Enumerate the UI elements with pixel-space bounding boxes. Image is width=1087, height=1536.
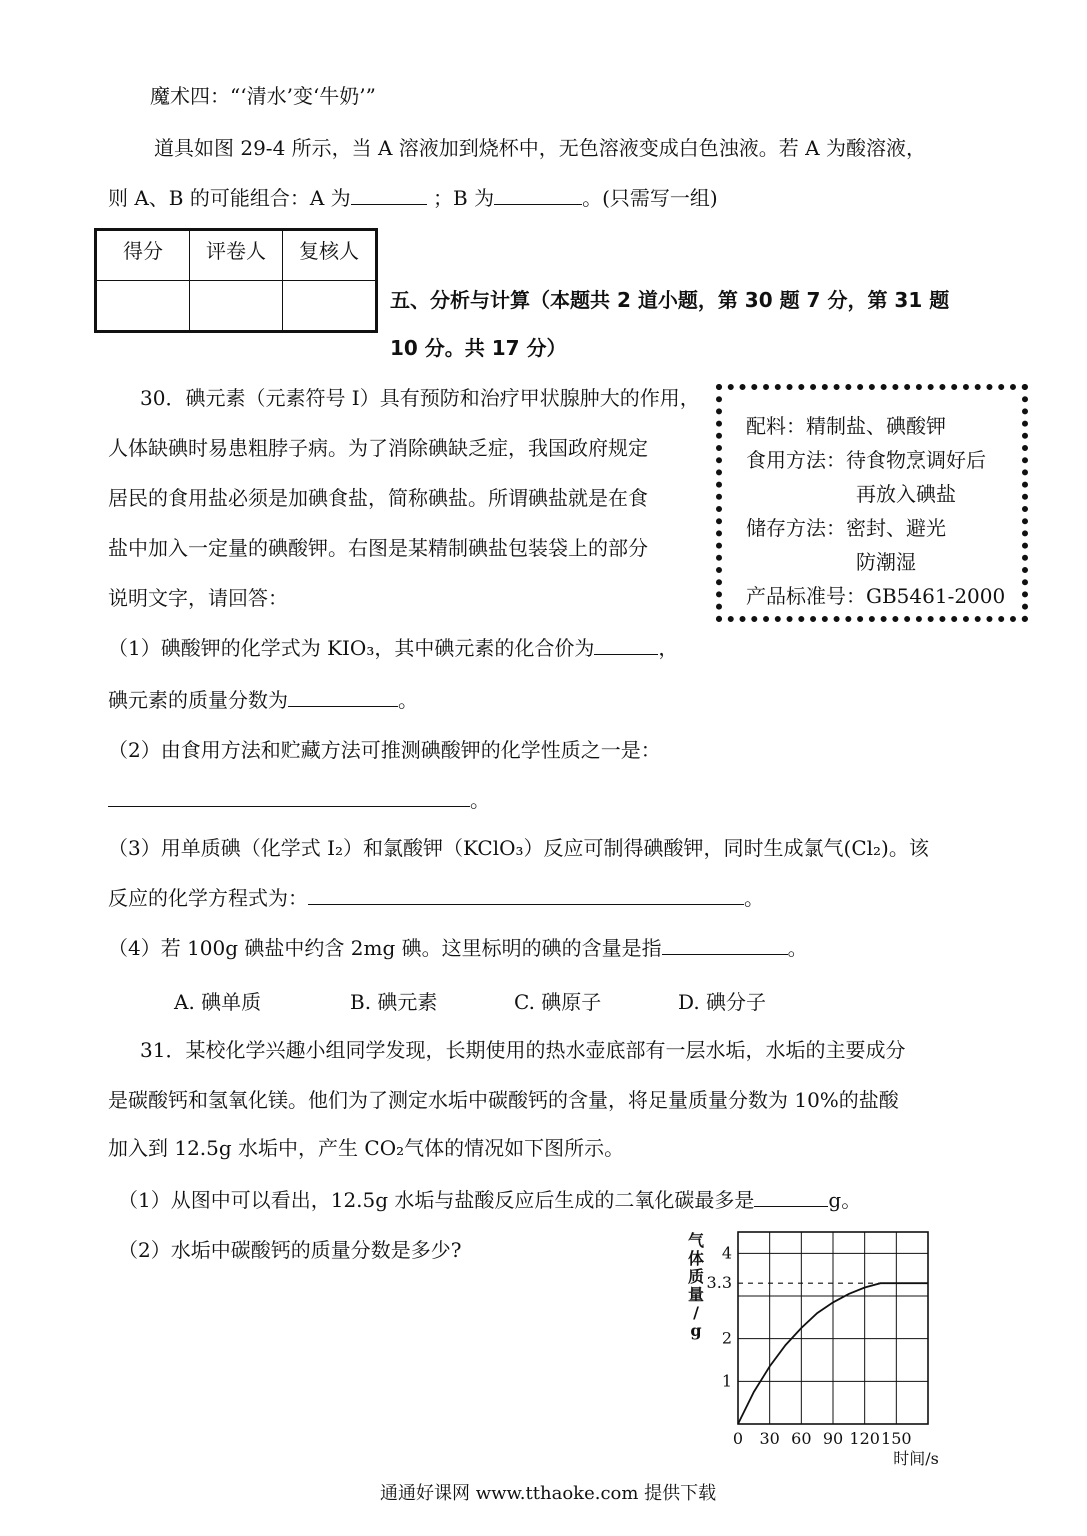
q30-part1-text: （1）碘酸钾的化学式为 KIO₃，其中碘元素的化合价为 [108, 636, 595, 660]
q30-part2-answer [108, 786, 490, 814]
q30-line5: 说明文字，请回答： [108, 586, 288, 610]
q30-part1-b-text: 碘元素的质量分数为 [108, 688, 288, 712]
q30-line1: 30．碘元素（元素符号 I）具有预防和治疗甲状腺肿大的作用， [140, 386, 700, 410]
score-header: 得分 [96, 230, 190, 281]
y-tick-label: 2 [721, 1328, 732, 1348]
y-tick-label: 3.3 [706, 1273, 732, 1293]
q31-part1 [118, 1186, 861, 1214]
x-tick-label: 60 [791, 1429, 812, 1448]
reviewer-cell[interactable] [283, 281, 377, 332]
q30-part1 [108, 634, 678, 662]
q30-line2: 人体缺碘时易患粗脖子病。为了消除碘缺乏症，我国政府规定 [108, 436, 648, 460]
chart-grid [738, 1232, 928, 1424]
magic-line2-a: 则 A、B 的可能组合：A 为 [108, 186, 351, 210]
y-axis-label-char: 气 [687, 1231, 705, 1250]
q31-part1-unit: g。 [828, 1188, 862, 1212]
q30-line3: 居民的食用盐必须是加碘食盐，简称碘盐。所谓碘盐就是在食 [108, 486, 648, 510]
mass-fraction-blank[interactable] [288, 686, 398, 707]
co2-mass-blank[interactable] [754, 1186, 828, 1207]
salt-ingredients: 配料：精制盐、碘酸钾 [746, 414, 946, 438]
magic-line2 [108, 184, 718, 212]
q30-part4-end: 。 [787, 936, 808, 960]
chemical-property-blank[interactable] [108, 786, 470, 807]
section5-heading-line2: 10 分。共 17 分） [390, 336, 567, 360]
y-axis-label-char: 量 [687, 1285, 705, 1304]
q30-part3-b [108, 884, 764, 912]
option-c[interactable]: C. 碘原子 [514, 990, 602, 1014]
q31-line2: 是碳酸钙和氢氧化镁。他们为了测定水垢中碳酸钙的含量，将足量质量分数为 10%的盐酸 [108, 1088, 899, 1112]
x-axis-label: 时间/s [893, 1449, 939, 1468]
x-tick-label: 150 [881, 1429, 912, 1448]
co2-mass-chart [680, 1224, 950, 1504]
magic-title: 魔术四：“‘清水’变‘牛奶’” [150, 84, 376, 108]
salt-storage: 储存方法：密封、避光 [746, 516, 946, 540]
reviewer-header: 复核人 [283, 230, 377, 281]
option-b[interactable]: B. 碘元素 [350, 990, 438, 1014]
q30-part1-comma: ， [658, 636, 679, 660]
footer-text: 通通好课网 www.tthaoke.com 提供下载 [380, 1483, 717, 1504]
score-cell[interactable] [96, 281, 190, 332]
score-table [94, 228, 378, 333]
q31-part2: （2）水垢中碳酸钙的质量分数是多少? [118, 1238, 462, 1262]
q31-line1: 31．某校化学兴趣小组同学发现，长期使用的热水壶底部有一层水垢，水垢的主要成分 [140, 1038, 906, 1062]
x-tick-label: 0 [732, 1429, 744, 1448]
equation-blank[interactable] [308, 884, 744, 905]
q30-part4-text: （4）若 100g 碘盐中约含 2mg 碘。这里标明的碘的含量是指 [108, 936, 662, 960]
magic-line2-b: ；B 为 [433, 186, 495, 210]
answer-blank-b[interactable] [494, 184, 582, 205]
option-a[interactable]: A. 碘单质 [174, 990, 262, 1014]
y-axis-label-char: 体 [687, 1249, 705, 1268]
salt-storage-cont: 防潮湿 [856, 550, 916, 574]
salt-usage-cont: 再放入碘盐 [856, 482, 956, 506]
magic-line2-c: 。(只需写一组) [582, 186, 718, 210]
valence-blank[interactable] [594, 634, 658, 655]
q30-part3-b-text: 反应的化学方程式为： [108, 886, 308, 910]
q31-part1-text: （1）从图中可以看出，12.5g 水垢与盐酸反应后生成的二氧化碳最多是 [118, 1188, 755, 1212]
magic-line1: 道具如图 29-4 所示，当 A 溶液加到烧杯中，无色溶液变成白色浊液。若 A 为酸溶液， [154, 136, 926, 160]
q30-part3-end: 。 [744, 886, 764, 910]
salt-label-box [716, 384, 1028, 622]
chart-labels [688, 1231, 939, 1468]
q30-part1-b [108, 686, 418, 714]
q30-part2: （2）由食用方法和贮藏方法可推测碘酸钾的化学性质之一是： [108, 738, 661, 762]
option-d[interactable]: D. 碘分子 [678, 990, 767, 1014]
q30-part1-b-end: 。 [398, 688, 418, 712]
salt-usage: 食用方法：待食物烹调好后 [746, 448, 986, 472]
salt-standard: 产品标准号：GB5461-2000 [746, 584, 1006, 608]
y-axis-label-char: / [693, 1303, 699, 1322]
x-tick-label: 30 [759, 1429, 780, 1448]
x-tick-label: 120 [849, 1429, 880, 1448]
y-axis-label-char: g [690, 1321, 702, 1340]
q30-part4 [108, 934, 808, 962]
x-tick-label: 90 [822, 1429, 844, 1448]
answer-blank-a[interactable] [351, 184, 427, 205]
y-tick-label: 4 [721, 1243, 732, 1263]
iodine-content-blank[interactable] [662, 934, 788, 955]
y-axis-label-char: 质 [687, 1267, 705, 1286]
grader-header: 评卷人 [190, 230, 283, 281]
grader-cell[interactable] [190, 281, 283, 332]
section5-heading-line1: 五、分析与计算（本题共 2 道小题，第 30 题 7 分，第 31 题 [390, 288, 950, 312]
q30-part3: （3）用单质碘（化学式 I₂）和氯酸钾（KClO₃）反应可制得碘酸钾，同时生成氯气(Cl₂)。该 [108, 836, 929, 860]
q30-line4: 盐中加入一定量的碘酸钾。右图是某精制碘盐包装袋上的部分 [108, 536, 648, 560]
y-tick-label: 1 [721, 1371, 732, 1391]
q31-line3: 加入到 12.5g 水垢中，产生 CO₂气体的情况如下图所示。 [108, 1136, 625, 1160]
q30-part2-end: 。 [470, 788, 490, 812]
